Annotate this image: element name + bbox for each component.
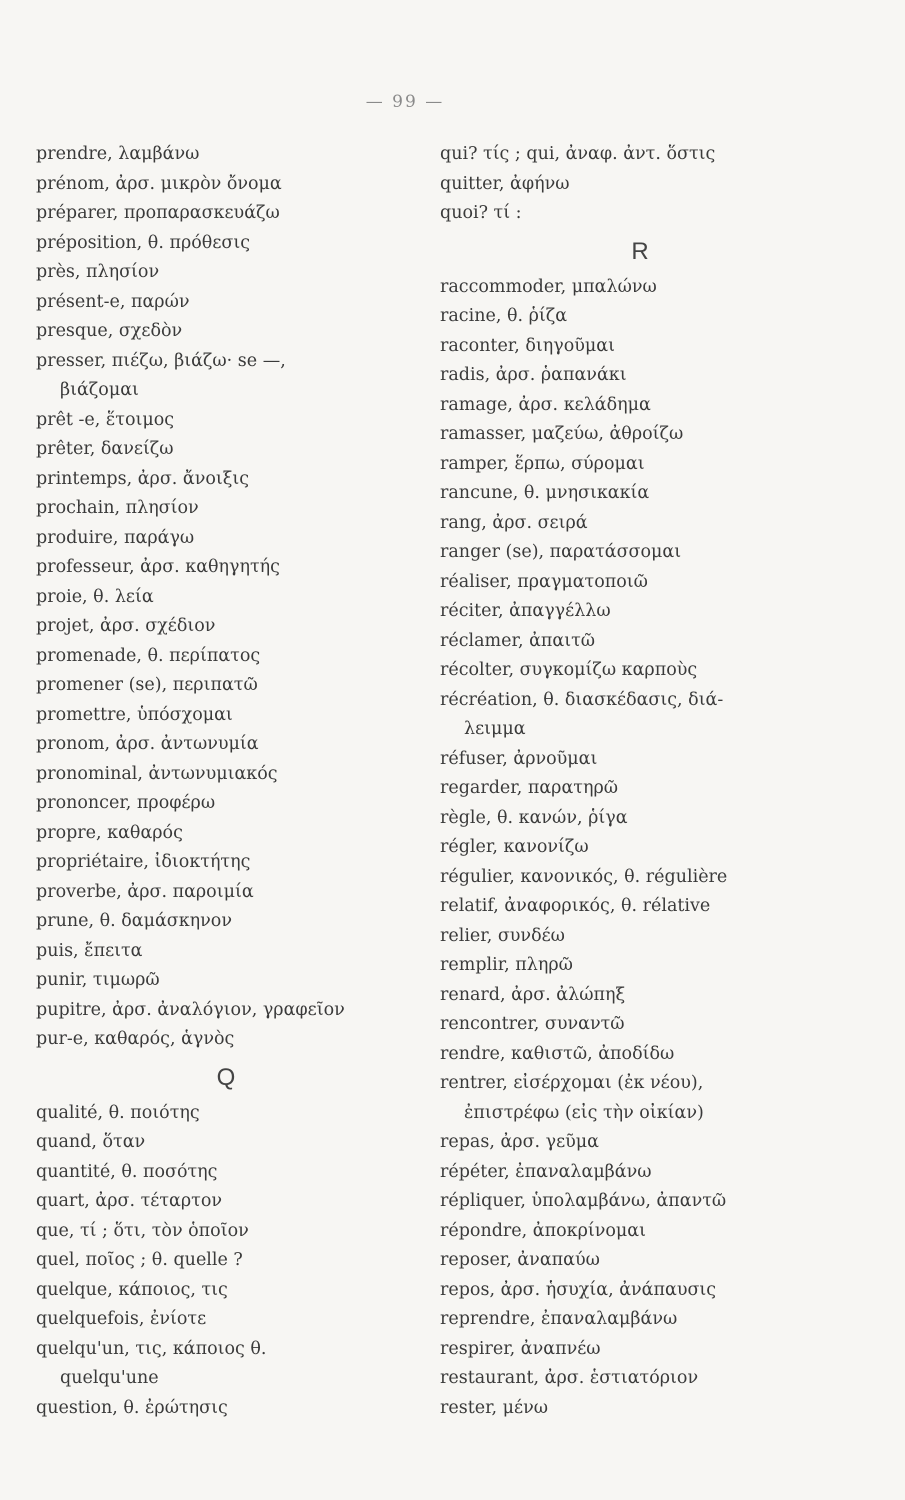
dictionary-entry: quand, ὅταν [36, 1132, 146, 1152]
dictionary-entry: proverbe, ἀρσ. παροιμία [36, 881, 254, 902]
dictionary-entry: prénom, ἀρσ. μικρὸν ὄνομα [36, 173, 282, 194]
dictionary-entry: renard, ἀρσ. ἀλώπηξ [440, 984, 626, 1005]
dictionary-entry: punir, τιμωρῶ [36, 970, 160, 990]
dictionary-entry: qui? τίς ; qui, ἀναφ. ἀντ. ὅστις [440, 144, 716, 164]
dictionary-entry: promener (se), περιπατῶ [36, 675, 258, 695]
dictionary-entry: prendre, λαμβάνω [36, 144, 200, 164]
dictionary-entry: ramper, ἕρπω, σύρομαι [440, 453, 645, 474]
left-column [36, 140, 416, 1423]
dictionary-entry: promenade, θ. περίπατος [36, 645, 261, 666]
section-heading-r: R [631, 237, 649, 265]
dictionary-entry: printemps, ἀρσ. ἄνοιξις [36, 468, 250, 489]
dictionary-entry: quelquefois, ἐνίοτε [36, 1309, 207, 1329]
dictionary-entry: réclamer, ἀπαιτῶ [440, 630, 596, 651]
dictionary-entry: réfuser, ἀρνοῦμαι [440, 748, 598, 769]
dictionary-entry: quantité, θ. ποσότης [36, 1161, 218, 1182]
dictionary-entry: professeur, ἀρσ. καθηγητής [36, 557, 280, 577]
dictionary-entry: quitter, ἀφήνω [440, 173, 570, 194]
dictionary-entry: rencontrer, συναντῶ [440, 1014, 625, 1034]
dictionary-entry: raccommoder, μπαλώνω [440, 276, 657, 297]
dictionary-entry: repos, ἀρσ. ἡσυχία, ἀνάπαυσις [440, 1279, 717, 1300]
dictionary-entry: quart, ἀρσ. τέταρτον [36, 1191, 222, 1211]
dictionary-entry: quelqu'un, τις, κάποιος θ. [36, 1338, 267, 1359]
dictionary-entry: promettre, ὑπόσχομαι [36, 704, 233, 725]
dictionary-entry: λειμμα [464, 719, 526, 739]
entry-list-q [36, 1099, 416, 1424]
dictionary-entry: pupitre, ἀρσ. ἀναλόγιον, γραφεῖον [36, 999, 345, 1020]
dictionary-entry: répondre, ἀποκρίνομαι [440, 1220, 646, 1241]
dictionary-entry: rentrer, εἰσέρχομαι (ἐκ νέου), [440, 1073, 704, 1093]
dictionary-entry: présent-e, παρών [36, 291, 190, 312]
dictionary-entry: respirer, ἀναπνέω [440, 1338, 601, 1359]
dictionary-entry: raconter, διηγοῦμαι [440, 335, 615, 356]
dictionary-entry: pur-e, καθαρός, ἁγνὸς [36, 1029, 235, 1049]
dictionary-entry: rang, ἀρσ. σειρά [440, 512, 588, 533]
dictionary-entry: que, τί ; ὅτι, τὸν ὁποῖον [36, 1220, 249, 1241]
dictionary-entry: remplir, πληρῶ [440, 955, 573, 975]
dictionary-entry: question, θ. ἐρώτησις [36, 1397, 228, 1418]
dictionary-entry: repas, ἀρσ. γεῦμα [440, 1132, 599, 1152]
dictionary-entry: règle, θ. κανών, ῥίγα [440, 807, 628, 828]
dictionary-entry: récolter, συγκομίζω καρποὺς [440, 660, 698, 680]
dictionary-entry: prochain, πλησίον [36, 498, 199, 518]
dictionary-entry: reposer, ἀναπαύω [440, 1250, 600, 1270]
dictionary-entry: préparer, προπαρασκευάζω [36, 203, 280, 223]
dictionary-entry: propre, καθαρός [36, 822, 183, 843]
dictionary-entry: préposition, θ. πρόθεσις [36, 232, 250, 253]
dictionary-entry: ranger (se), παρατάσσομαι [440, 542, 682, 562]
dictionary-entry: produire, παράγω [36, 527, 195, 548]
dictionary-entry: pronominal, ἀντωνυμιακός [36, 763, 278, 784]
dictionary-entry: quelque, κάποιος, τις [36, 1279, 228, 1300]
dictionary-entry: rancune, θ. μνησικακία [440, 483, 650, 503]
right-column [440, 140, 840, 1423]
dictionary-entry: presque, σχεδὸν [36, 321, 183, 341]
dictionary-entry: qualité, θ. ποιότης [36, 1102, 200, 1123]
dictionary-entry: quel, ποῖος ; θ. quelle ? [36, 1250, 243, 1270]
dictionary-entry: prêt -e, ἕτοιμος [36, 409, 175, 430]
dictionary-entry: régler, κανονίζω [440, 837, 589, 857]
dictionary-entry: quelqu'une [60, 1368, 159, 1388]
dictionary-entry: réaliser, πραγματοποιῶ [440, 571, 648, 592]
dictionary-entry: restaurant, ἀρσ. ἑστιατόριον [440, 1368, 699, 1388]
dictionary-entry: prononcer, προφέρω [36, 793, 216, 813]
dictionary-entry: rester, μένω [440, 1397, 549, 1418]
dictionary-entry: presser, πιέζω, βιάζω· se —, [36, 350, 286, 371]
dictionary-entry: radis, ἀρσ. ῥαπανάκι [440, 365, 627, 385]
dictionary-entry: prune, θ. δαμάσκηνον [36, 911, 232, 931]
section-heading-q: Q [216, 1063, 236, 1091]
dictionary-entry: régulier, κανονικός, θ. régulière [440, 866, 728, 887]
entry-list-q-continued [440, 140, 840, 229]
dictionary-entry: ἐπιστρέφω (εἰς τὴν οἰκίαν) [464, 1102, 704, 1123]
dictionary-entry: répéter, ἐπαναλαμβάνω [440, 1161, 652, 1182]
dictionary-entry: réciter, ἀπαγγέλλω [440, 601, 611, 621]
entry-list-r [440, 273, 840, 1424]
dictionary-entry: relier, συνδέω [440, 925, 565, 946]
dictionary-entry: reprendre, ἐπαναλαμβάνω [440, 1309, 678, 1329]
dictionary-entry: quoi? τί : [440, 203, 522, 223]
dictionary-entry: récréation, θ. διασκέδασις, διά- [440, 689, 724, 710]
dictionary-entry: βιάζομαι [60, 380, 139, 400]
dictionary-entry: regarder, παρατηρῶ [440, 778, 618, 798]
dictionary-entry: racine, θ. ῥίζα [440, 306, 568, 326]
dictionary-entry: répliquer, ὑπολαμβάνω, ἀπαντῶ [440, 1191, 727, 1211]
dictionary-entry: propriétaire, ἰδιοκτήτης [36, 852, 251, 872]
dictionary-entry: rendre, καθιστῶ, ἀποδίδω [440, 1043, 675, 1064]
dictionary-entry: près, πλησίον [36, 262, 160, 282]
dictionary-entry: proie, θ. λεία [36, 586, 154, 607]
dictionary-entry: ramasser, μαζεύω, ἀθροίζω [440, 424, 684, 444]
dictionary-entry: prêter, δανείζω [36, 439, 174, 459]
entry-list-p [36, 140, 416, 1055]
dictionary-entry: relatif, ἀναφορικός, θ. rélative [440, 896, 711, 916]
page-number: — 99 — [365, 92, 445, 112]
dictionary-entry: pronom, ἀρσ. ἀντωνυμία [36, 734, 259, 754]
dictionary-entry: ramage, ἀρσ. κελάδημα [440, 394, 651, 415]
dictionary-entry: projet, ἀρσ. σχέδιον [36, 616, 216, 636]
dictionary-entry: puis, ἔπειτα [36, 940, 143, 961]
